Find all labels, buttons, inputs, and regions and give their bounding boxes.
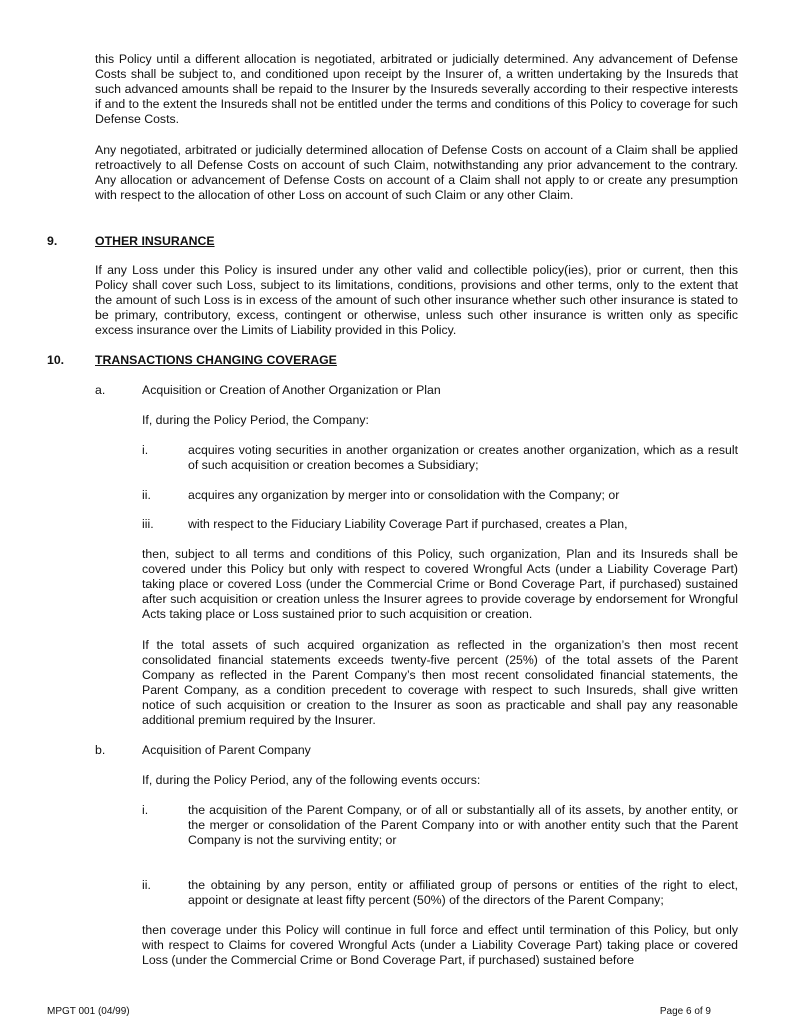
subsection-b-letter: b. bbox=[95, 743, 106, 757]
subsection-a-item-iii-number: iii. bbox=[142, 517, 154, 531]
subsection-b-then-paragraph: then coverage under this Policy will continue in full force and effect until termination of this Policy, but only with respect to Claims for covered Wrongful Acts (under a Liability Coverage Part) taking place or covered Loss (under the Commercial Crime or Bond Coverage Part, if purchased) sustained before bbox=[142, 923, 738, 968]
subsection-b-title: Acquisition of Parent Company bbox=[142, 743, 311, 757]
paragraph-allocation: Any negotiated, arbitrated or judicially determined allocation of Defense Costs on account of a Claim shall be applied retroactively to all Defense Costs on account of such Claim, notwithstanding any prior advancement to the contrary. Any allocation or advancement of Defense Costs on account of a Claim shall not apply to or create any presumption with respect to the allocation of other Loss on account of such Claim or any other Claim. bbox=[95, 143, 738, 203]
subsection-b-item-ii-number: ii. bbox=[142, 878, 151, 892]
subsection-a-item-i-number: i. bbox=[142, 443, 149, 457]
section-10-title: TRANSACTIONS CHANGING COVERAGE bbox=[95, 353, 337, 367]
subsection-a-title: Acquisition or Creation of Another Organization or Plan bbox=[142, 383, 441, 397]
footer-form-number: MPGT 001 (04/99) bbox=[47, 1006, 130, 1017]
section-10-number: 10. bbox=[47, 353, 65, 367]
subsection-a-intro: If, during the Policy Period, the Company: bbox=[142, 413, 369, 427]
subsection-b-item-i-text: the acquisition of the Parent Company, or of all or substantially all of its assets, by another entity, or the merger or consolidation of the Parent Company into or with another entity such that the Parent Company is not the surviving entity; or bbox=[188, 803, 738, 848]
subsection-b-item-i-number: i. bbox=[142, 803, 149, 817]
paragraph-defense-costs-advancement: this Policy until a different allocation is negotiated, arbitrated or judicially determined. Any advancement of Defense Costs shall be subject to, and conditioned upon receipt by the Insurer of, a written undertaking by the Insureds that such advanced amounts shall be repaid to the Insurer by the Insureds severally according to their respective interests if and to the extent the Insureds shall not be entitled under the terms and conditions of this Policy to coverage for such Defense Costs. bbox=[95, 52, 738, 127]
subsection-a-letter: a. bbox=[95, 383, 106, 397]
subsection-a-item-ii-number: ii. bbox=[142, 488, 151, 502]
subsection-a-item-ii-text: acquires any organization by merger into or consolidation with the Company; or bbox=[188, 488, 620, 502]
subsection-a-item-iii-text: with respect to the Fiduciary Liability Coverage Part if purchased, creates a Plan, bbox=[188, 517, 628, 531]
footer-page-number: Page 6 of 9 bbox=[659, 1006, 711, 1017]
subsection-a-assets-paragraph: If the total assets of such acquired organization as reflected in the organization’s then most recent consolidated financial statements exceeds twenty-five percent (25%) of the total assets of the Parent Company as reflected in the Parent Company’s then most recent consolidated financial statements, the Parent Company, as a condition precedent to coverage with respect to such Insureds, shall give written notice of such acquisition or creation to the Insurer as soon as practicable and shall pay any reasonable additional premium required by the Insurer. bbox=[142, 638, 738, 728]
subsection-a-then-paragraph: then, subject to all terms and conditions of this Policy, such organization, Plan and its Insureds shall be covered under this Policy but only with respect to covered Wrongful Acts (under a Liability Coverage Part) taking place or covered Loss (under the Commercial Crime or Bond Coverage Part, if purchased) sustained after such acquisition or creation unless the Insurer agrees to provide coverage by endorsement for Wrongful Acts taking place or Loss sustained prior to such acquisition or creation. bbox=[142, 547, 738, 622]
section-9-title: OTHER INSURANCE bbox=[95, 234, 215, 248]
subsection-a-item-i-text: acquires voting securities in another organization or creates another organization, which as a result of such acquisition or creation becomes a Subsidiary; bbox=[188, 443, 738, 473]
section-9-number: 9. bbox=[47, 234, 58, 248]
subsection-b-intro: If, during the Policy Period, any of the following events occurs: bbox=[142, 773, 481, 787]
section-9-text: If any Loss under this Policy is insured under any other valid and collectible policy(ies), prior or current, then this Policy shall cover such Loss, subject to its limitations, conditions, provisions and other terms, only to the extent that the amount of such Loss is in excess of the amount of such other insurance whether such other insurance is stated to be primary, contributory, excess, contingent or otherwise, unless such other insurance is written only as specific excess insurance over the Limits of Liability provided in this Policy. bbox=[95, 263, 738, 338]
subsection-b-item-ii-text: the obtaining by any person, entity or affiliated group of persons or entities of the right to elect, appoint or designate at least fifty percent (50%) of the directors of the Parent Company; bbox=[188, 878, 738, 908]
